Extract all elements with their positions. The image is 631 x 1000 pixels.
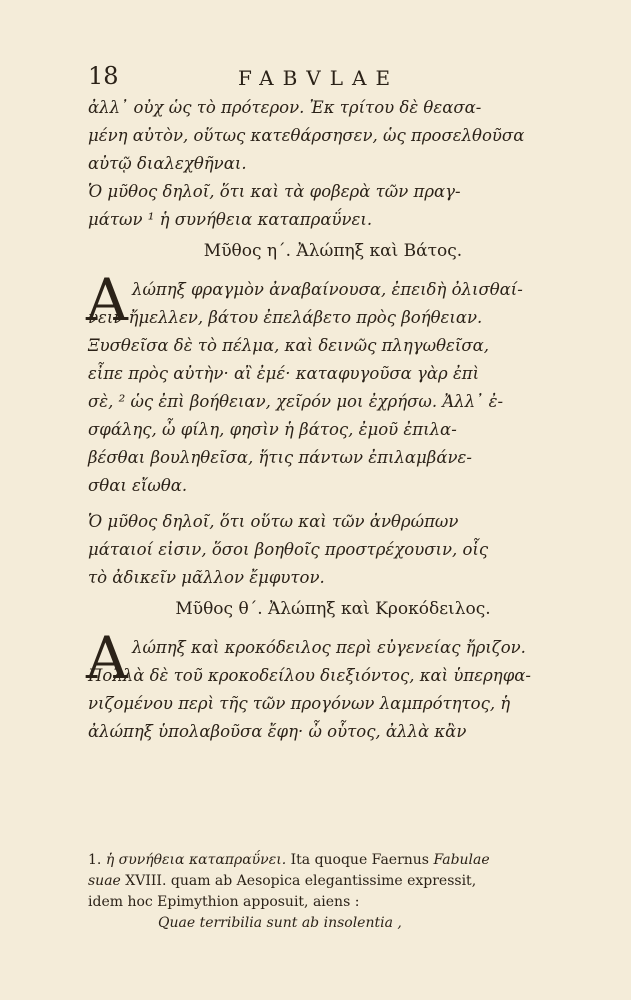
footnote-line: idem hoc Epimythion apposuit, aiens : xyxy=(88,894,360,910)
footnote-italic: Fabulae xyxy=(433,852,490,868)
text-line: λώπηξ καὶ κροκόδειλος περὶ εὐγενείας ἤριζον. xyxy=(132,638,526,657)
footnote-marker: 1. xyxy=(88,852,102,868)
text-line: λώπηξ φραγμὸν ἀναβαίνουσα, ἐπειδὴ ὀλισθαί- xyxy=(132,280,523,299)
text-line: Ξυσθεῖσα δὲ τὸ πέλμα, καὶ δεινῶς πληγωθεῖσα, xyxy=(88,336,489,355)
text-line: ἀλώπηξ ὑπολαβοῦσα ἔφη· ὦ οὗτος, ἀλλὰ κἂν xyxy=(88,722,467,741)
page-number: 18 xyxy=(88,62,119,90)
footnote-text: XVIII. quam ab Aesopica elegantissime expressit, xyxy=(125,873,477,889)
text-line: νιζομένου περὶ τῆς τῶν προγόνων λαμπρότητος, ἡ xyxy=(88,694,511,713)
footnote-line xyxy=(88,871,588,892)
footnote-greek: ἡ συνήθεια καταπραΰνει. xyxy=(105,852,287,868)
text-line: σφάλης, ὦ φίλη, φησὶν ἡ βάτος, ἐμοῦ ἐπιλα- xyxy=(88,420,457,439)
moral-line: Ὁ μῦθος δηλοῖ, ὅτι καὶ τὰ φοβερὰ τῶν πραγ- xyxy=(88,182,461,201)
footnote-line xyxy=(88,913,588,934)
moral-line: μάτων ¹ ἡ συνήθεια καταπραΰνει. xyxy=(88,210,373,229)
page-body xyxy=(88,94,578,746)
fable-title: Μῦθος η΄. Ἀλώπηξ καὶ Βάτος. xyxy=(203,241,463,261)
footnote-line xyxy=(88,850,588,871)
text-line: εἶπε πρὸς αὐτὴν· αἲ ἐμέ· καταφυγοῦσα γὰρ ἐπὶ xyxy=(88,364,480,383)
text-line: αὐτῷ διαλεχθῆναι. xyxy=(88,154,247,173)
footnote-italic: suae xyxy=(88,873,121,889)
footnote-italic: Quae terribilia sunt ab insolentia , xyxy=(158,915,402,931)
text-line: ἀλλ᾽ οὐχ ὡς τὸ πρότερον. Ἐκ τρίτου δὲ θεασα- xyxy=(88,98,482,117)
text-line: Πολλὰ δὲ τοῦ κροκοδείλου διεξιόντος, καὶ ὑπερηφα- xyxy=(88,666,531,685)
text-line: νειν ἤμελλεν, βάτου ἐπελάβετο πρὸς βοήθειαν. xyxy=(88,308,483,327)
footnote-text: Ita quoque Faernus xyxy=(290,852,429,868)
text-line: βέσθαι βουληθεῖσα, ἥτις πάντων ἐπιλαμβάνε- xyxy=(88,448,472,467)
moral-line: τὸ ἀδικεῖν μᾶλλον ἔμφυτον. xyxy=(88,568,325,587)
text-line: σὲ, ² ὡς ἐπὶ βοήθειαν, χεῖρόν μοι ἐχρήσω. Ἀλλ᾽ ἐ- xyxy=(88,392,504,411)
text-line: μένη αὐτὸν, οὕτως κατεθάρσησεν, ὡς προσελθοῦσα xyxy=(88,126,525,145)
drop-cap: Α xyxy=(86,266,128,334)
fable-title: Μῦθος θ΄. Ἀλώπηξ καὶ Κροκόδειλος. xyxy=(175,599,491,619)
moral-line: μάταιοί εἰσιν, ὅσοι βοηθοῖς προστρέχουσιν, οἷς xyxy=(88,540,489,559)
text-line: σθαι εἴωθα. xyxy=(88,476,188,495)
footnote xyxy=(88,850,588,934)
running-title: FABVLAE xyxy=(238,66,400,90)
moral-line: Ὁ μῦθος δηλοῖ, ὅτι οὕτω καὶ τῶν ἀνθρώπων xyxy=(88,512,459,531)
page-header xyxy=(88,62,481,92)
drop-cap: Α xyxy=(86,624,128,692)
